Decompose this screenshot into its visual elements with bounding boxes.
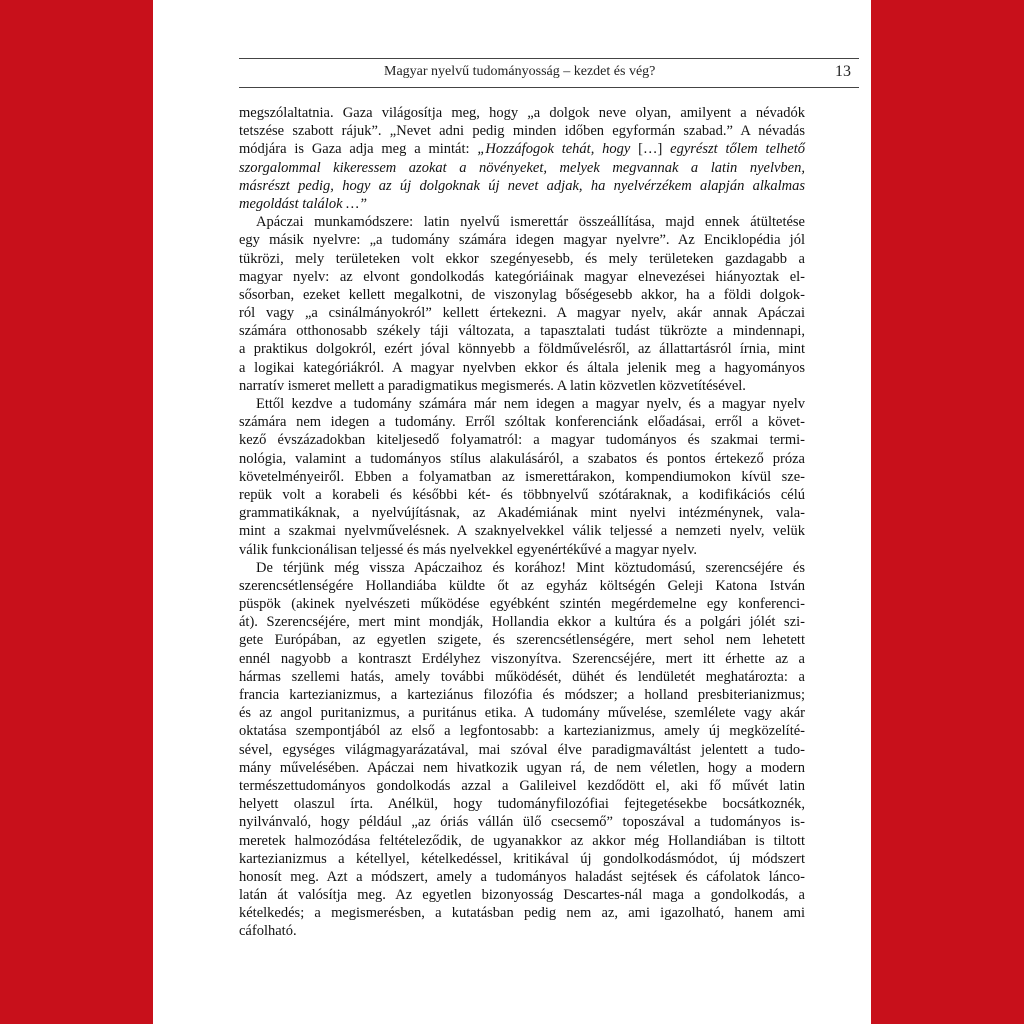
text-line: át). Szerencséjére, mert mint mondják, Hollandia ekkor a kultúra és a polgári jólét szi-: [239, 614, 805, 631]
book-page: [153, 0, 871, 1024]
running-title: Magyar nyelvű tudományosság – kezdet és vég?: [384, 64, 656, 79]
text-line: honosít meg. Azt a módszert, amely a tudományos haladást sejtések és cáfolatok lánco-: [239, 868, 805, 885]
text-line: Ettől kezdve a tudomány számára már nem idegen a magyar nyelv, és a magyar nyelv: [256, 396, 805, 412]
text-line: De térjünk még vissza Apáczaihoz és korához! Mint köztudomású, szerencséjére és: [256, 559, 805, 576]
text-line: latán át valósítja meg. Az egyetlen bizonyosság Descartes-nál maga a gondolkodás, a: [239, 887, 805, 904]
text-line: püspök (akinek nyelvészeti működése egyébként szintén megérdemelne egy konferenci-: [239, 596, 805, 613]
text-line-italic: [239, 177, 805, 195]
text-line: és az angol puritanizmus, a puritánus etika. A tudomány művelése, szemlélete vagy akár: [239, 705, 805, 722]
text-line: sével, egységes világmagyarázatával, mai szóval élve paradigmaváltást jelentett a tudo-: [239, 741, 805, 758]
text-line-italic: [239, 195, 805, 213]
text-line: grammatikáknak, a nyelvújításnak, az Akadémiának mint nyelvi intézménynek, vala-: [239, 505, 805, 522]
italic-run: másrészt pedig, hogy az új dolgoknak új nevet adjak, ha nyelvérzékem alapján alkalmas: [239, 177, 805, 194]
text-line: cáfolható.: [239, 923, 297, 940]
text-line: repük volt a korabeli és későbbi két- és többnyelvű szótáraknak, a kodifikációs célú: [239, 486, 805, 503]
text-line: számára otthonosabb székely táji változata, a tapasztalati tudást tükrözte a mindennapi,: [239, 323, 805, 340]
text-line: nológia, valamint a tudományos stílus alakulásáról, a szabatos és pontos értekező próza: [239, 450, 805, 467]
text-line: nyilvánvaló, hogy például „az óriás vállán ülő csecsemő” toposzával a tudományos is-: [239, 814, 805, 831]
text-line: mint a szakmai nyelvművelésnek. A szaknyelvekkel válik teljessé a nemzeti nyelv, velük: [239, 523, 805, 540]
running-header: [239, 58, 859, 88]
page-number: 13: [835, 63, 851, 80]
paragraph: [239, 213, 805, 395]
text-line: francia kartezianizmus, a karteziánus filozófia és módszer; a holland presbiterianizmus;: [239, 687, 805, 703]
text-line: kező évszázadokban kiteljesedő folyamatról: a magyar tudományos és szakmai termi-: [239, 432, 805, 449]
text-line: szerencsétlenségére Hollandiába küldte őt az egyház költségén Geleji Katona István: [239, 577, 805, 594]
text-line-mixed: [239, 140, 805, 158]
italic-run: megoldást találok …”: [239, 195, 368, 212]
text-line: ról vagy „a csinálmányokról” kellett értekezni. A magyar nyelv, akár annak Apáczai: [239, 305, 805, 322]
text-line: tetszése szabott rájuk”. „Nevet adni pedig minden időben egyformán szabad.” A névadás: [239, 123, 805, 140]
italic-run: szorgalommal kikeressem azokat a növényeket, melyek megvannak a latin nyelvben,: [239, 159, 805, 176]
text-line: válik funkcionálisan teljessé és más nyelvekkel egyenértékűvé a magyar nyelv.: [239, 541, 698, 558]
text-line: a praktikus dolgokról, ezért jóval könnyebb a földművelésről, az állattartásról írnia, mint: [239, 341, 805, 358]
paragraph: [239, 395, 805, 559]
text-line: ennél nagyobb a kontraszt Erdélyhez viszonyítva. Szerencséjére, mert itt érhette az a: [239, 650, 805, 667]
text-run: módjára is Gaza adja meg a mintát:: [239, 141, 478, 158]
text-line: magyar nyelv: az elvont gondolkodás kategóriáinak magyar elnevezései hiányoztak el-: [239, 268, 805, 285]
paragraph: [239, 559, 805, 941]
text-line: megszólaltatnia. Gaza világosítja meg, hogy „a dolgok neve olyan, amilyent a névadók: [239, 105, 805, 121]
paragraph: [239, 104, 805, 213]
text-line: tükrözi, mely területeken volt ekkor szegényesebb, és mely területeken gazdagabb a: [239, 250, 805, 267]
text-line: természettudományos gondolkodás azzal a Galileivel kezdődött el, aki fő művét latin: [239, 777, 805, 794]
body-text: [239, 104, 805, 941]
text-line: oktatása szempontjából az első a legfontosabb: a kartezianizmus, amely új megközelíté-: [239, 723, 805, 740]
text-line: mány művelésében. Apáczai nem hivatkozik ugyan rá, de nem véletlen, hogy a modern: [239, 759, 805, 776]
text-line: helyett olaszul írta. Anélkül, hogy tudományfilozófiai fejtegetésekbe bocsátkoznék,: [239, 796, 805, 813]
text-line: számára nem idegen a tudomány. Erről szóltak konferenciánk előadásai, erről a követ-: [239, 414, 805, 431]
italic-run: egyrészt tőlem telhető: [670, 141, 806, 158]
text-line: követelményeiről. Ebben a folyamatban az ismerettárakon, kompendiumokon kívül sze-: [239, 468, 805, 485]
text-line: egy másik nyelvre: „a tudomány számára idegen magyar nyelvre”. Az Enciklopédia jól: [239, 232, 805, 249]
text-line: gete Európában, az egyetlen szigete, és szerencsétlenségére, mert sehol nem lehetett: [239, 632, 805, 649]
text-line: kartezianizmus a kétellyel, kételkedéssel, kritikával új gondolkodásmódot, új módszert: [239, 850, 805, 867]
text-line: a logikai kategóriákról. A magyar nyelvben ekkor és általa jelenik meg a hagyományos: [239, 359, 805, 376]
text-run: […]: [630, 141, 671, 158]
italic-run: „Hozzáfogok tehát, hogy: [477, 141, 631, 158]
text-line: sősorban, ezeket kellett megalkotni, de viszonylag bőségesebb akkor, ha a földi dolgok-: [239, 286, 805, 303]
text-line: kételkedés; a megismerésben, a kutatásban pedig nem az, ami igazolható, hanem ami: [239, 905, 805, 922]
text-line: hármas szellemi hatás, amely további működését, dühét és lendületét meghatározta: a: [239, 668, 805, 685]
text-line: narratív ismeret mellett a paradigmatikus megismerés. A latin közvetlen közvetítésével.: [239, 377, 746, 394]
text-line: Apáczai munkamódszere: latin nyelvű ismerettár összeállítása, majd ennek átültetése: [256, 214, 805, 231]
text-line-italic: [239, 159, 805, 177]
text-line: meretek halmozódása feltételeződik, de ugyanakkor az akkor még Hollandiában is tiltott: [239, 832, 805, 849]
